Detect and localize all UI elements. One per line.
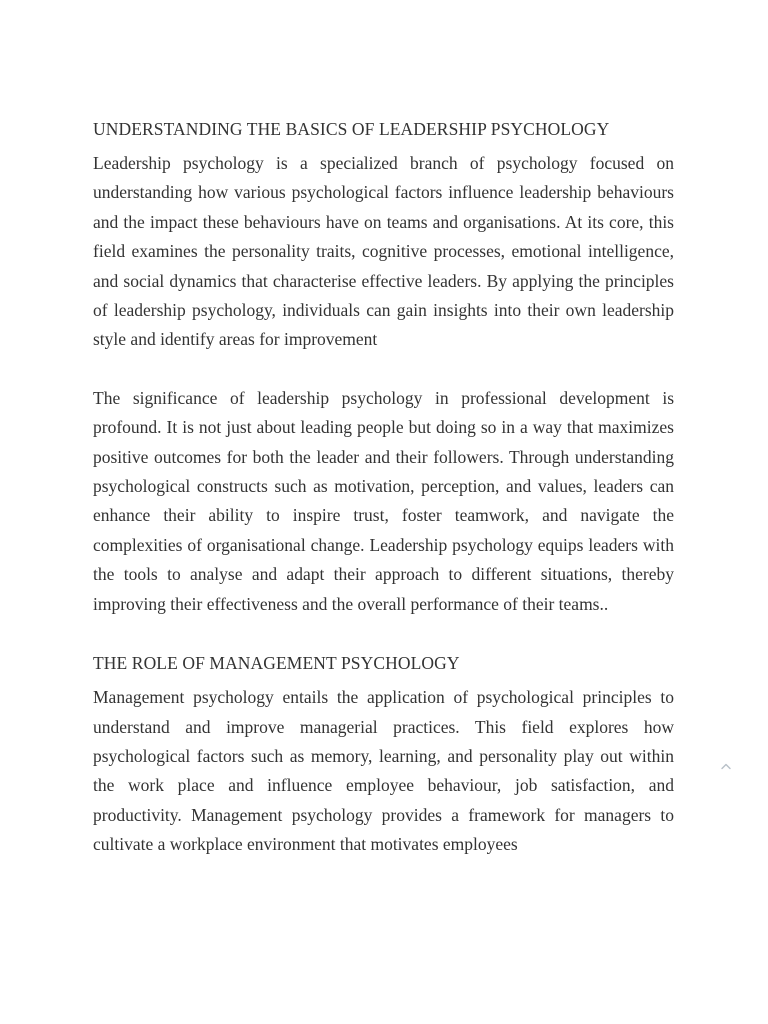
paragraph-leadership-intro: Leadership psychology is a specialized branch of psychology focused on understanding how various psychological factors influence leadership behaviours and the impact these behaviours have on teams and organisations. At its core, this field examines the personality traits, cognitive processes, emotional intelligence, and social dynamics that characterise effective leaders. By applying the principles of leadership psychology, individuals can gain insights into their own leadership style and identify areas for improvement (93, 153, 674, 350)
scroll-to-top-button[interactable] (716, 757, 736, 775)
document-page (93, 116, 674, 860)
section-heading-leadership: UNDERSTANDING THE BASICS OF LEADERSHIP PSYCHOLOGY (93, 119, 610, 139)
section-heading-management: THE ROLE OF MANAGEMENT PSYCHOLOGY (93, 653, 460, 674)
paragraph-leadership-significance: The significance of leadership psychology in professional development is profound. It is not just about leading people but doing so in a way that maximizes positive outcomes for both the leader and their followers. Through understanding psychological constructs such as motivation, perception, and values, leaders can enhance their ability to inspire trust, foster teamwork, and navigate the complexities of organisational change. Leadership psychology equips leaders with the tools to analyse and adapt their approach to different situations, thereby improving their effectiveness and the overall performance of their teams.. (93, 387, 674, 614)
paragraph-management-intro: Management psychology entails the application of psychological principles to understand and improve managerial practices. This field explores how psychological factors such as memory, learning, and personality play out within the work place and influence employee behaviour, job satisfaction, and productivity. Management psychology provides a framework for managers to cultivate a workplace environment that motivates employees (93, 687, 674, 855)
chevron-up-icon (720, 762, 732, 770)
